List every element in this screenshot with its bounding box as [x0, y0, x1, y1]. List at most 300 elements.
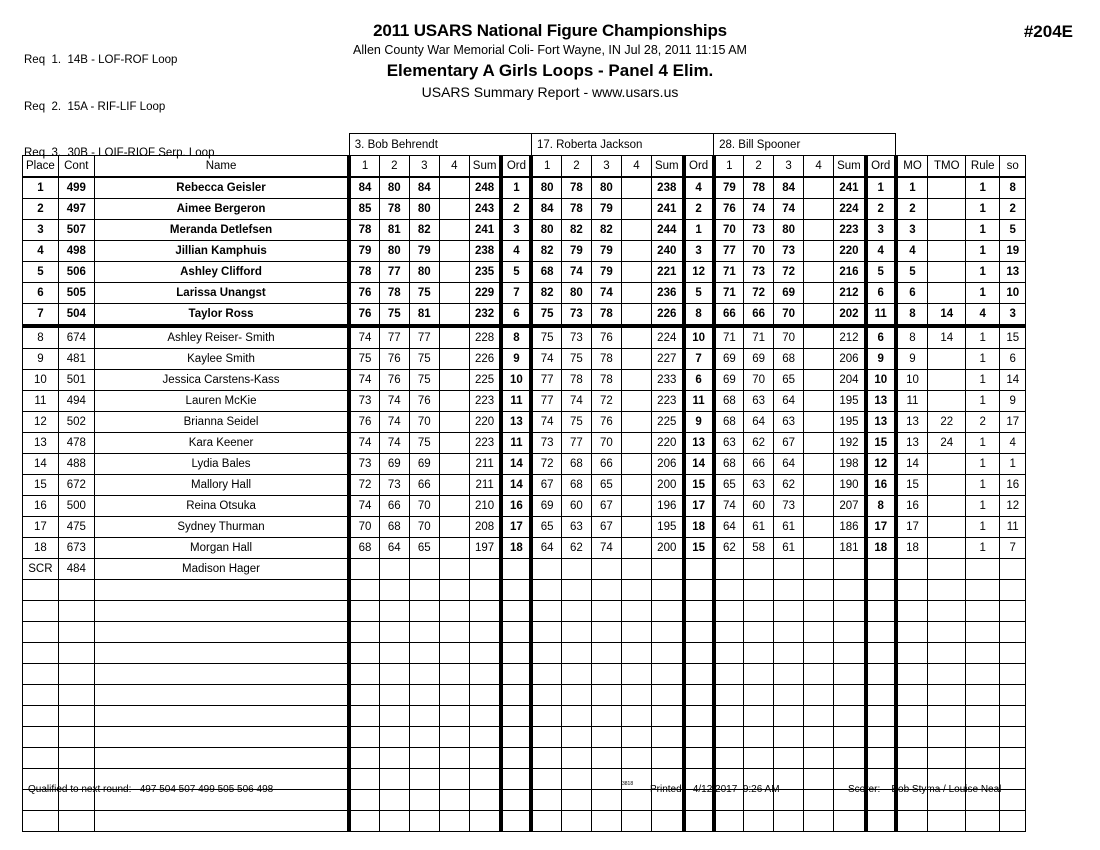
cell-empty [621, 643, 651, 664]
header-j3-sum: Sum [834, 156, 866, 178]
cell-j2-fig4 [621, 391, 651, 412]
cell-empty [469, 706, 501, 727]
cell-j1-sum: 232 [469, 304, 501, 327]
cell-empty [774, 643, 804, 664]
cell-j2-fig1: 80 [531, 220, 561, 241]
cell-empty [439, 601, 469, 622]
cell-so: 14 [1000, 370, 1026, 391]
qualified-text: Qualified to next round: 497 504 507 499 505 506 498 [28, 784, 274, 795]
table-row-empty[interactable] [23, 664, 1026, 685]
cell-j3-fig4 [804, 220, 834, 241]
cell-j3-fig3: 73 [774, 496, 804, 517]
cell-j1-fig3: 80 [409, 262, 439, 283]
cell-empty [58, 706, 94, 727]
cell-j3-fig2: 72 [744, 283, 774, 304]
cell-cont: 497 [58, 199, 94, 220]
cell-j3-fig4 [804, 241, 834, 262]
cell-rule: 1 [966, 220, 1000, 241]
cell-so: 15 [1000, 326, 1026, 349]
cell-empty [561, 727, 591, 748]
table-row-empty[interactable] [23, 811, 1026, 832]
cell-j3-fig2: 58 [744, 538, 774, 559]
cell-j3-fig4 [804, 454, 834, 475]
cell-empty [651, 727, 683, 748]
cell-rule: 1 [966, 433, 1000, 454]
cell-j1-fig4 [439, 326, 469, 349]
cell-empty [744, 748, 774, 769]
cell-j1-fig1: 76 [349, 304, 379, 327]
cell-j1-fig1: 78 [349, 220, 379, 241]
cell-j2-fig3: 76 [591, 326, 621, 349]
table-row[interactable] [23, 177, 1026, 199]
cell-j3-fig3: 62 [774, 475, 804, 496]
cell-j2-fig2: 77 [561, 433, 591, 454]
table-row-empty[interactable] [23, 601, 1026, 622]
table-row[interactable] [23, 538, 1026, 559]
cell-j1-fig4 [439, 475, 469, 496]
header-j3-f2: 2 [744, 156, 774, 178]
cell-j2-fig3: 78 [591, 370, 621, 391]
cell-rule: 4 [966, 304, 1000, 327]
table-row[interactable] [23, 454, 1026, 475]
cell-mo: 13 [896, 433, 928, 454]
cell-empty [928, 811, 966, 832]
table-row-empty[interactable] [23, 580, 1026, 601]
cell-empty [379, 580, 409, 601]
cell-empty [896, 643, 928, 664]
cell-j2-sum: 225 [651, 412, 683, 433]
cell-j3-fig2: 63 [744, 475, 774, 496]
cell-empty [928, 727, 966, 748]
cell-empty [561, 601, 591, 622]
cell-place: 6 [23, 283, 59, 304]
cell-j2-ord: 10 [684, 326, 714, 349]
table-row[interactable] [23, 433, 1026, 454]
cell-j3-fig4 [804, 177, 834, 199]
cell-j3-fig1: 79 [714, 177, 744, 199]
cell-j1-fig3: 70 [409, 496, 439, 517]
cell-j3-fig2: 73 [744, 262, 774, 283]
table-row[interactable] [23, 496, 1026, 517]
cell-empty [409, 727, 439, 748]
cell-j3-fig4 [804, 262, 834, 283]
cell-j2-fig1: 69 [531, 496, 561, 517]
cell-rule: 1 [966, 475, 1000, 496]
cell-name: Sydney Thurman [94, 517, 349, 538]
cell-empty [379, 622, 409, 643]
cell-empty [928, 643, 966, 664]
cell-empty [714, 664, 744, 685]
cell-j2-fig4 [621, 349, 651, 370]
cell-empty [1000, 580, 1026, 601]
cell-j2-fig4 [621, 241, 651, 262]
cell-place: 17 [23, 517, 59, 538]
cell-empty [966, 622, 1000, 643]
cell-empty [439, 664, 469, 685]
table-row[interactable] [23, 283, 1026, 304]
cell-empty [469, 580, 501, 601]
cell-empty [501, 622, 531, 643]
cell-j2-fig1: 82 [531, 241, 561, 262]
cell-empty [591, 664, 621, 685]
cell-empty [94, 580, 349, 601]
cell-mo: 8 [896, 326, 928, 349]
cell-empty [896, 685, 928, 706]
cell-tmo [928, 517, 966, 538]
cell-j2-fig1: 77 [531, 391, 561, 412]
cell-j1-fig1: 72 [349, 475, 379, 496]
cell-empty [804, 748, 834, 769]
cell-name: Ashley Reiser- Smith [94, 326, 349, 349]
cell-empty [928, 601, 966, 622]
cell-empty [684, 727, 714, 748]
cell-rule: 1 [966, 517, 1000, 538]
cell-empty [379, 685, 409, 706]
cell-empty [621, 622, 651, 643]
cell-empty [58, 622, 94, 643]
cell-empty [744, 643, 774, 664]
cell-j1-fig1: 68 [349, 538, 379, 559]
cell-j3-fig1: 71 [714, 262, 744, 283]
cell-j1-fig2: 75 [379, 304, 409, 327]
cell-j3-fig3: 69 [774, 283, 804, 304]
cell-j3-fig1 [714, 559, 744, 580]
cell-j1-fig1: 84 [349, 177, 379, 199]
cell-mo: 14 [896, 454, 928, 475]
cell-j1-ord: 3 [501, 220, 531, 241]
cell-j1-sum: 248 [469, 177, 501, 199]
cell-j2-fig4 [621, 454, 651, 475]
cell-j1-fig4 [439, 177, 469, 199]
table-row[interactable] [23, 517, 1026, 538]
cell-empty [439, 727, 469, 748]
cell-empty [561, 685, 591, 706]
cell-empty [966, 643, 1000, 664]
cell-name: Madison Hager [94, 559, 349, 580]
judge-3-label: 28. Bill Spooner [714, 134, 896, 156]
cell-empty [684, 664, 714, 685]
cell-empty [349, 748, 379, 769]
cell-j1-fig3: 66 [409, 475, 439, 496]
cell-empty [621, 727, 651, 748]
cell-j3-sum: 192 [834, 433, 866, 454]
cell-rule: 1 [966, 262, 1000, 283]
cell-j1-fig2: 78 [379, 199, 409, 220]
cell-empty [714, 706, 744, 727]
cell-j1-fig3: 69 [409, 454, 439, 475]
cell-j2-ord: 2 [684, 199, 714, 220]
cell-j3-sum: 202 [834, 304, 866, 327]
cell-empty [58, 643, 94, 664]
cell-j2-ord: 12 [684, 262, 714, 283]
cell-j3-fig3: 68 [774, 349, 804, 370]
cell-cont: 672 [58, 475, 94, 496]
cell-j3-fig1: 68 [714, 454, 744, 475]
cell-empty [651, 685, 683, 706]
cell-j3-fig2: 78 [744, 177, 774, 199]
cell-empty [651, 664, 683, 685]
cell-mo: 16 [896, 496, 928, 517]
cell-j1-fig3: 79 [409, 241, 439, 262]
cell-empty [834, 601, 866, 622]
cell-j2-ord: 4 [684, 177, 714, 199]
cell-empty [896, 727, 928, 748]
cell-place: 3 [23, 220, 59, 241]
cell-j3-fig3: 72 [774, 262, 804, 283]
cell-j3-sum: 224 [834, 199, 866, 220]
cell-j2-fig4 [621, 262, 651, 283]
cell-empty [966, 748, 1000, 769]
cell-j1-sum: 223 [469, 433, 501, 454]
cell-j2-fig2: 75 [561, 412, 591, 433]
cell-j1-fig2: 81 [379, 220, 409, 241]
cell-name: Morgan Hall [94, 538, 349, 559]
table-row[interactable] [23, 262, 1026, 283]
cell-j3-sum [834, 559, 866, 580]
cell-j1-fig3: 84 [409, 177, 439, 199]
cell-rule: 1 [966, 454, 1000, 475]
cell-mo: 13 [896, 412, 928, 433]
cell-mo: 1 [896, 177, 928, 199]
cell-j2-fig3: 79 [591, 262, 621, 283]
cell-empty [409, 748, 439, 769]
table-row-empty[interactable] [23, 748, 1026, 769]
printed-text: Printed: 4/12/2017 9:26 AM [650, 784, 780, 795]
cell-j3-ord: 4 [866, 241, 896, 262]
cell-empty [896, 601, 928, 622]
cell-empty [714, 727, 744, 748]
cell-j2-ord: 17 [684, 496, 714, 517]
cell-j1-ord: 16 [501, 496, 531, 517]
cell-j1-fig2: 66 [379, 496, 409, 517]
cell-name: Mallory Hall [94, 475, 349, 496]
cell-rule: 1 [966, 241, 1000, 262]
cell-j3-fig2: 70 [744, 241, 774, 262]
cell-so: 8 [1000, 177, 1026, 199]
cell-j1-fig2: 78 [379, 283, 409, 304]
cell-tmo: 22 [928, 412, 966, 433]
cell-j1-fig4 [439, 496, 469, 517]
cell-empty [531, 685, 561, 706]
cell-j1-fig2: 80 [379, 177, 409, 199]
table-row[interactable] [23, 349, 1026, 370]
cell-rule: 1 [966, 283, 1000, 304]
cell-j2-sum: 195 [651, 517, 683, 538]
cell-empty [409, 685, 439, 706]
header-so: so [1000, 156, 1026, 178]
cell-empty [501, 811, 531, 832]
cell-so: 9 [1000, 391, 1026, 412]
cell-empty [23, 664, 59, 685]
cell-j3-fig4 [804, 349, 834, 370]
cell-cont: 502 [58, 412, 94, 433]
cell-j3-sum: 207 [834, 496, 866, 517]
cell-empty [23, 748, 59, 769]
cell-j1-fig4 [439, 517, 469, 538]
cell-cont: 674 [58, 326, 94, 349]
table-row-empty[interactable] [23, 643, 1026, 664]
cell-empty [561, 622, 591, 643]
cell-name: Jillian Kamphuis [94, 241, 349, 262]
cell-empty [531, 811, 561, 832]
cell-so: 10 [1000, 283, 1026, 304]
table-row-empty[interactable] [23, 706, 1026, 727]
cell-empty [561, 664, 591, 685]
cell-empty [651, 622, 683, 643]
table-row[interactable] [23, 412, 1026, 433]
cell-empty [774, 706, 804, 727]
cell-mo: 17 [896, 517, 928, 538]
table-row[interactable] [23, 370, 1026, 391]
cell-rule [966, 559, 1000, 580]
cell-j2-ord: 13 [684, 433, 714, 454]
cell-j2-fig2: 60 [561, 496, 591, 517]
cell-empty [651, 706, 683, 727]
cell-j1-fig3: 80 [409, 199, 439, 220]
cell-j1-sum: 220 [469, 412, 501, 433]
table-row-empty[interactable] [23, 622, 1026, 643]
cell-j3-fig1: 64 [714, 517, 744, 538]
cell-j2-fig3: 74 [591, 538, 621, 559]
header-name: Name [94, 156, 349, 178]
cell-empty [684, 580, 714, 601]
cell-empty [684, 643, 714, 664]
cell-j1-fig3: 82 [409, 220, 439, 241]
cell-cont: 499 [58, 177, 94, 199]
cell-j3-fig1: 66 [714, 304, 744, 327]
cell-name: Kara Keener [94, 433, 349, 454]
cell-j2-fig1: 77 [531, 370, 561, 391]
table-row[interactable] [23, 241, 1026, 262]
table-row[interactable] [23, 199, 1026, 220]
cell-j3-ord: 5 [866, 262, 896, 283]
cell-j3-fig1: 68 [714, 391, 744, 412]
cell-j3-ord: 13 [866, 412, 896, 433]
cell-j3-sum: 212 [834, 283, 866, 304]
cell-j3-fig3: 80 [774, 220, 804, 241]
cell-empty [714, 643, 744, 664]
table-row[interactable] [23, 304, 1026, 327]
cell-j1-fig3: 75 [409, 349, 439, 370]
cell-j2-sum: 221 [651, 262, 683, 283]
cell-empty [714, 685, 744, 706]
cell-j3-ord: 9 [866, 349, 896, 370]
cell-j1-fig2: 73 [379, 475, 409, 496]
cell-j2-ord: 6 [684, 370, 714, 391]
cell-j1-sum: 197 [469, 538, 501, 559]
cell-empty [744, 727, 774, 748]
cell-j2-fig4 [621, 475, 651, 496]
cell-j3-ord: 11 [866, 304, 896, 327]
cell-empty [349, 727, 379, 748]
cell-j2-fig3: 78 [591, 349, 621, 370]
cell-place: 8 [23, 326, 59, 349]
cell-j1-fig2: 69 [379, 454, 409, 475]
cell-j3-fig4 [804, 370, 834, 391]
cell-j3-fig4 [804, 391, 834, 412]
table-row[interactable] [23, 220, 1026, 241]
table-row[interactable] [23, 326, 1026, 349]
cell-j2-fig3: 79 [591, 199, 621, 220]
cell-cont: 507 [58, 220, 94, 241]
cell-name: Reina Otsuka [94, 496, 349, 517]
cell-j3-fig1: 62 [714, 538, 744, 559]
cell-empty [1000, 643, 1026, 664]
cell-empty [409, 580, 439, 601]
cell-j1-fig3 [409, 559, 439, 580]
cell-empty [23, 580, 59, 601]
table-row[interactable] [23, 559, 1026, 580]
cell-j2-sum: 227 [651, 349, 683, 370]
cell-j1-fig3: 75 [409, 283, 439, 304]
cell-j2-ord: 18 [684, 517, 714, 538]
cell-j3-fig4 [804, 496, 834, 517]
cell-j3-fig2: 73 [744, 220, 774, 241]
cell-empty [531, 706, 561, 727]
cell-empty [1000, 811, 1026, 832]
cell-empty [94, 601, 349, 622]
cell-j1-fig1: 74 [349, 433, 379, 454]
cell-j3-fig2: 71 [744, 326, 774, 349]
cell-j3-ord: 10 [866, 370, 896, 391]
cell-j2-fig3: 67 [591, 496, 621, 517]
cell-empty [591, 643, 621, 664]
cell-tmo [928, 283, 966, 304]
cell-place: 4 [23, 241, 59, 262]
cell-empty [349, 643, 379, 664]
cell-empty [591, 811, 621, 832]
cell-mo: 2 [896, 199, 928, 220]
cell-j2-ord: 14 [684, 454, 714, 475]
cell-cont: 500 [58, 496, 94, 517]
cell-name: Brianna Seidel [94, 412, 349, 433]
cell-empty [966, 685, 1000, 706]
cell-empty [1000, 601, 1026, 622]
cell-empty [866, 643, 896, 664]
cell-empty [23, 601, 59, 622]
cell-empty [896, 748, 928, 769]
cell-j1-fig1: 78 [349, 262, 379, 283]
cell-empty [23, 643, 59, 664]
cell-rule: 1 [966, 349, 1000, 370]
cell-j1-fig4 [439, 283, 469, 304]
requirement-3: Req 3. 30B - LOIF-RIOF Serp. Loop [24, 147, 215, 159]
cell-j1-ord: 11 [501, 433, 531, 454]
cell-empty [409, 601, 439, 622]
cell-j2-fig3: 74 [591, 283, 621, 304]
header-j2-f4: 4 [621, 156, 651, 178]
cell-empty [621, 811, 651, 832]
cell-j2-fig2: 75 [561, 349, 591, 370]
table-row-empty[interactable] [23, 727, 1026, 748]
table-row[interactable] [23, 475, 1026, 496]
cell-j3-fig3: 65 [774, 370, 804, 391]
cell-j2-sum [651, 559, 683, 580]
header-j1-f1: 1 [349, 156, 379, 178]
cell-j2-sum: 200 [651, 475, 683, 496]
cell-place: 1 [23, 177, 59, 199]
cell-j2-fig3: 79 [591, 241, 621, 262]
table-row[interactable] [23, 391, 1026, 412]
table-row-empty[interactable] [23, 685, 1026, 706]
cell-tmo [928, 241, 966, 262]
cell-empty [58, 664, 94, 685]
cell-empty [896, 664, 928, 685]
cell-so: 16 [1000, 475, 1026, 496]
cell-j3-ord: 2 [866, 199, 896, 220]
cell-empty [591, 748, 621, 769]
cell-j2-fig2: 73 [561, 304, 591, 327]
